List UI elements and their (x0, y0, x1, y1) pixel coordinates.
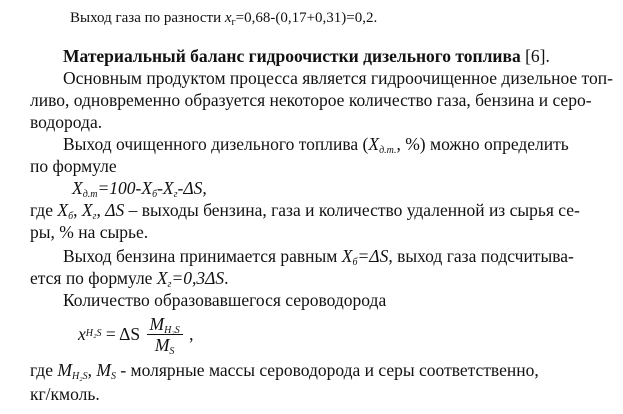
text: где (30, 200, 58, 220)
var: X (72, 178, 83, 198)
subscript: б (152, 189, 158, 200)
paragraph-line (30, 268, 229, 288)
paragraph-line (63, 246, 574, 266)
paragraph-line: ливо, одновременно образуется некоторое количество газа, бензина и серо- (30, 90, 592, 110)
text: Выход очищенного дизельного топлива ( (63, 134, 369, 154)
text: . (224, 268, 229, 288)
subscript: г (92, 211, 97, 222)
formula-part: -ΔS, (177, 178, 207, 198)
var: M (154, 334, 170, 355)
subscript: г (231, 17, 236, 28)
var: M (149, 313, 165, 334)
formula-part: =100-X (97, 178, 153, 198)
paragraph-line: по формуле (30, 156, 117, 176)
gas-yield-line (70, 8, 377, 28)
paragraph-line: ры, % на сырье. (30, 222, 149, 242)
fraction-numerator (147, 315, 183, 335)
formula-part: =0,3ΔS (171, 268, 225, 288)
heading-title: Материальный баланс гидроочистки дизельного топлива (63, 46, 521, 66)
text: Выход газа по разности (70, 10, 225, 26)
subscript: д.т (82, 189, 98, 200)
text: - молярные массы сероводорода и серы соответственно, (115, 360, 539, 380)
text: где (30, 360, 58, 380)
var: M (96, 360, 111, 380)
formula-h2s (78, 313, 194, 357)
text: Выход бензина принимается равным (63, 246, 342, 266)
subscript: б (352, 257, 358, 268)
text: , (73, 200, 82, 220)
var: ΔS (105, 200, 125, 220)
paragraph-line: кг/кмоль. (30, 384, 100, 404)
reference: [6]. (520, 46, 550, 66)
var: X (81, 200, 93, 220)
subscript: S (169, 345, 175, 357)
paragraph-line (30, 200, 580, 220)
var: x (78, 324, 86, 344)
paragraph-line: водорода. (30, 112, 103, 132)
text: – выходы бензина, газа и количество удаленной из сырья се- (124, 200, 580, 220)
subscript: H₂S (164, 324, 180, 336)
paragraph-line (30, 68, 613, 88)
formula-part: =ΔS (357, 246, 389, 266)
formula-part: -X (157, 178, 174, 198)
var: M (57, 360, 72, 380)
subscript: S (110, 371, 116, 382)
subscript: б (68, 211, 74, 222)
subscript: H₂S (85, 328, 102, 339)
subscript: г (167, 279, 172, 290)
fraction (147, 313, 183, 357)
text: , (96, 200, 106, 220)
text: Основным продуктом процесса является гидроочищенное дизельное топ- (63, 68, 613, 88)
text: , выход газа подсчитыва- (388, 246, 574, 266)
formula-diesel-yield (72, 178, 207, 198)
subscript: H₂S (71, 371, 88, 382)
text: =0,68-(0,17+0,31)=0,2. (235, 10, 378, 26)
subscript: г (173, 189, 178, 200)
var-x: x (224, 10, 232, 26)
text: , %) можно определить (396, 134, 569, 154)
section-heading (63, 46, 550, 66)
var: X (341, 246, 353, 266)
var: X (57, 200, 69, 220)
formula-part: , (184, 324, 194, 344)
var-x: X (368, 134, 380, 154)
fraction-denominator (152, 334, 178, 357)
paragraph-line: Количество образовавшегося сероводорода (63, 290, 387, 310)
paragraph-line (63, 134, 569, 154)
formula-part: = ΔS (101, 324, 145, 344)
text: ется по формуле (30, 268, 157, 288)
text: , (87, 360, 97, 380)
var: X (156, 268, 168, 288)
paragraph-line (30, 360, 539, 380)
subscript: д.т. (379, 145, 397, 156)
